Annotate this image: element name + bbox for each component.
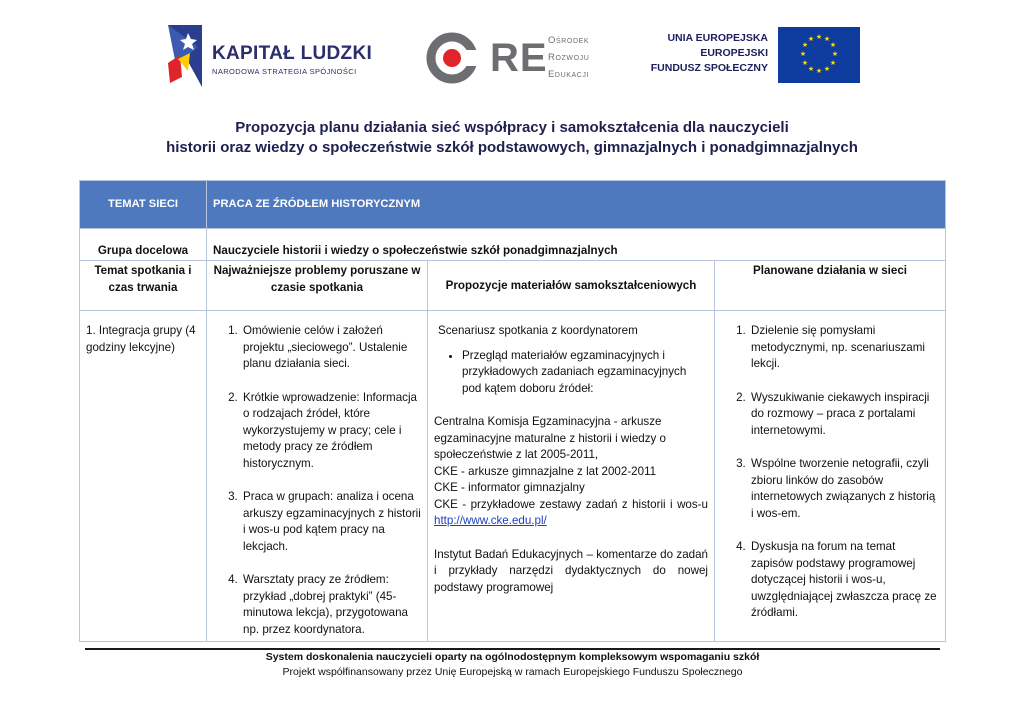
kapital-ludzki-flag-icon [168, 25, 202, 87]
problems-cell [207, 311, 428, 642]
materials-cell [428, 311, 715, 642]
problems-list [213, 323, 421, 638]
plan-table [79, 180, 946, 642]
materials-cke-4 [434, 497, 708, 530]
svg-text:★: ★ [829, 41, 837, 49]
ore-subtitle-line: Rozwoju [548, 52, 590, 63]
svg-text:★: ★ [799, 50, 807, 58]
materials-bullets [434, 348, 708, 398]
materials-cke-2: CKE - arkusze gimnazjalne z lat 2002-2011 [434, 464, 657, 478]
materials-cke-3: CKE - informator gimnazjalny [434, 481, 585, 494]
svg-text:★: ★ [829, 59, 837, 67]
title-line-2: historii oraz wiedzy o społeczeństwie szkół podstawowych, gimnazjalnych i ponadgimnazjalnych [166, 139, 858, 156]
meeting-cell: 1. Integracja grupy (4 godziny lekcyjne) [80, 311, 207, 642]
list-item: 3. Wspólne tworzenie netografii, czyli zbioru linków do zasobów internetowych związanych z historią i wos-em. [749, 456, 939, 522]
kapital-ludzki-logo [168, 25, 378, 90]
eu-text-line: UNIA EUROPEJSKA [667, 32, 768, 44]
ore-subtitle-line: Ośrodek [548, 35, 590, 46]
svg-text:★: ★ [801, 41, 809, 49]
eu-text-line: EUROPEJSKI [700, 47, 768, 59]
header-meeting: Temat spotkania i czas trwania [80, 261, 207, 311]
list-item: 1. Omówienie celów i założeń projektu „sieciowego”. Ustalenie planu działania sieci. [241, 323, 421, 373]
group-label: Grupa docelowa [80, 229, 207, 261]
list-item: 1. Dzielenie się pomysłami metodycznymi, np. scenariuszami lekcji. [749, 323, 939, 373]
header-actions: Planowane działania w sieci [715, 261, 946, 311]
topic-value: PRACA ZE ŹRÓDŁEM HISTORYCZNYM [207, 181, 946, 229]
logo-bar [0, 0, 1024, 100]
svg-text:★: ★ [807, 35, 815, 43]
materials-intro: Scenariusz spotkania z koordynatorem [438, 324, 638, 337]
eu-text-line: FUNDUSZ SPOŁECZNY [650, 62, 768, 74]
list-item: 3. Praca w grupach: analiza i ocena arkuszy egzaminacyjnych z historii i wos-u pod kątem pracy na lekcjach. [241, 489, 421, 555]
list-item: • Przegląd materiałów egzaminacyjnych i przykładowych zadaniach egzaminacyjnych pod kątem doboru źródeł: [462, 348, 708, 398]
kapital-ludzki-title: KAPITAŁ LUDZKI [212, 43, 373, 64]
group-row [80, 229, 946, 261]
topic-row [80, 181, 946, 229]
svg-text:★: ★ [815, 33, 823, 41]
cke-link[interactable]: http://www.cke.edu.pl/ [434, 514, 547, 527]
ore-logo [424, 28, 614, 88]
document-title [80, 118, 944, 158]
header-materials: Propozycje materiałów samokształceniowych [428, 261, 715, 311]
svg-text:★: ★ [815, 67, 823, 75]
svg-text:★: ★ [823, 65, 831, 73]
footer-divider [85, 648, 940, 650]
svg-text:★: ★ [807, 65, 815, 73]
ore-subtitle-line: Edukacji [548, 69, 590, 80]
svg-text:★: ★ [831, 50, 839, 58]
svg-text:★: ★ [823, 35, 831, 43]
eu-text [651, 31, 768, 76]
meeting-row [80, 311, 946, 642]
actions-list [721, 323, 939, 622]
materials-cke-4-text: CKE - przykładowe zestawy zadań z historii i wos-u [434, 497, 708, 511]
header-problems: Najważniejsze problemy poruszane w czasie spotkania [207, 261, 428, 311]
group-value: Nauczyciele historii i wiedzy o społeczeństwie szkół ponadgimnazjalnych [207, 229, 946, 261]
kapital-ludzki-subtitle: NARODOWA STRATEGIA SPÓJNOŚCI [212, 67, 357, 76]
ore-letters: RE [490, 36, 548, 80]
column-header-row [80, 261, 946, 311]
topic-label: TEMAT SIECI [80, 181, 207, 229]
eu-logo [650, 27, 860, 85]
footer-line-1: System doskonalenia nauczycieli oparty na ogólnodostępnym kompleksowym wspomaganiu szkół [265, 651, 760, 663]
list-item: 2. Krótkie wprowadzenie: Informacja o rodzajach źródeł, które wykorzystujemy w pracy; cele i metody pracy ze źródłem historycznym. [241, 390, 421, 473]
actions-cell [715, 311, 946, 642]
list-item: 4. Dyskusja na forum na temat zapisów podstawy programowej dotyczącej historii i wos-u, uwzględniającej zwłaszcza pracę ze źródłami. [749, 539, 939, 622]
title-line-1: Propozycja planu działania sieć współpracy i samokształcenia dla nauczycieli [235, 119, 789, 136]
list-item: 4. Warsztaty pracy ze źródłem: przykład „dobrej praktyki” (45-minutowa lekcja), przygotowana np. przez koordynatora. [241, 572, 421, 638]
svg-text:★: ★ [801, 59, 809, 67]
list-item: 2. Wyszukiwanie ciekawych inspiracji do rozmowy – praca z portalami internetowymi. [749, 390, 939, 440]
ore-subtitle [548, 32, 589, 83]
materials-cke-1: Centralna Komisja Egzaminacyjna - arkusze egzaminacyjne maturalne z historii i wiedzy o społeczeństwie z lat 2005-2011, [434, 415, 666, 461]
ore-circle-icon [424, 30, 484, 86]
footer-line-2: Projekt współfinansowany przez Unię Europejską w ramach Europejskiego Funduszu Społecznego [282, 666, 743, 678]
materials-ibe: Instytut Badań Edukacyjnych – komentarze do zadań i przykłady narzędzi dydaktycznych do nowej podstawy programowej [434, 547, 708, 594]
eu-flag-icon [778, 27, 860, 83]
